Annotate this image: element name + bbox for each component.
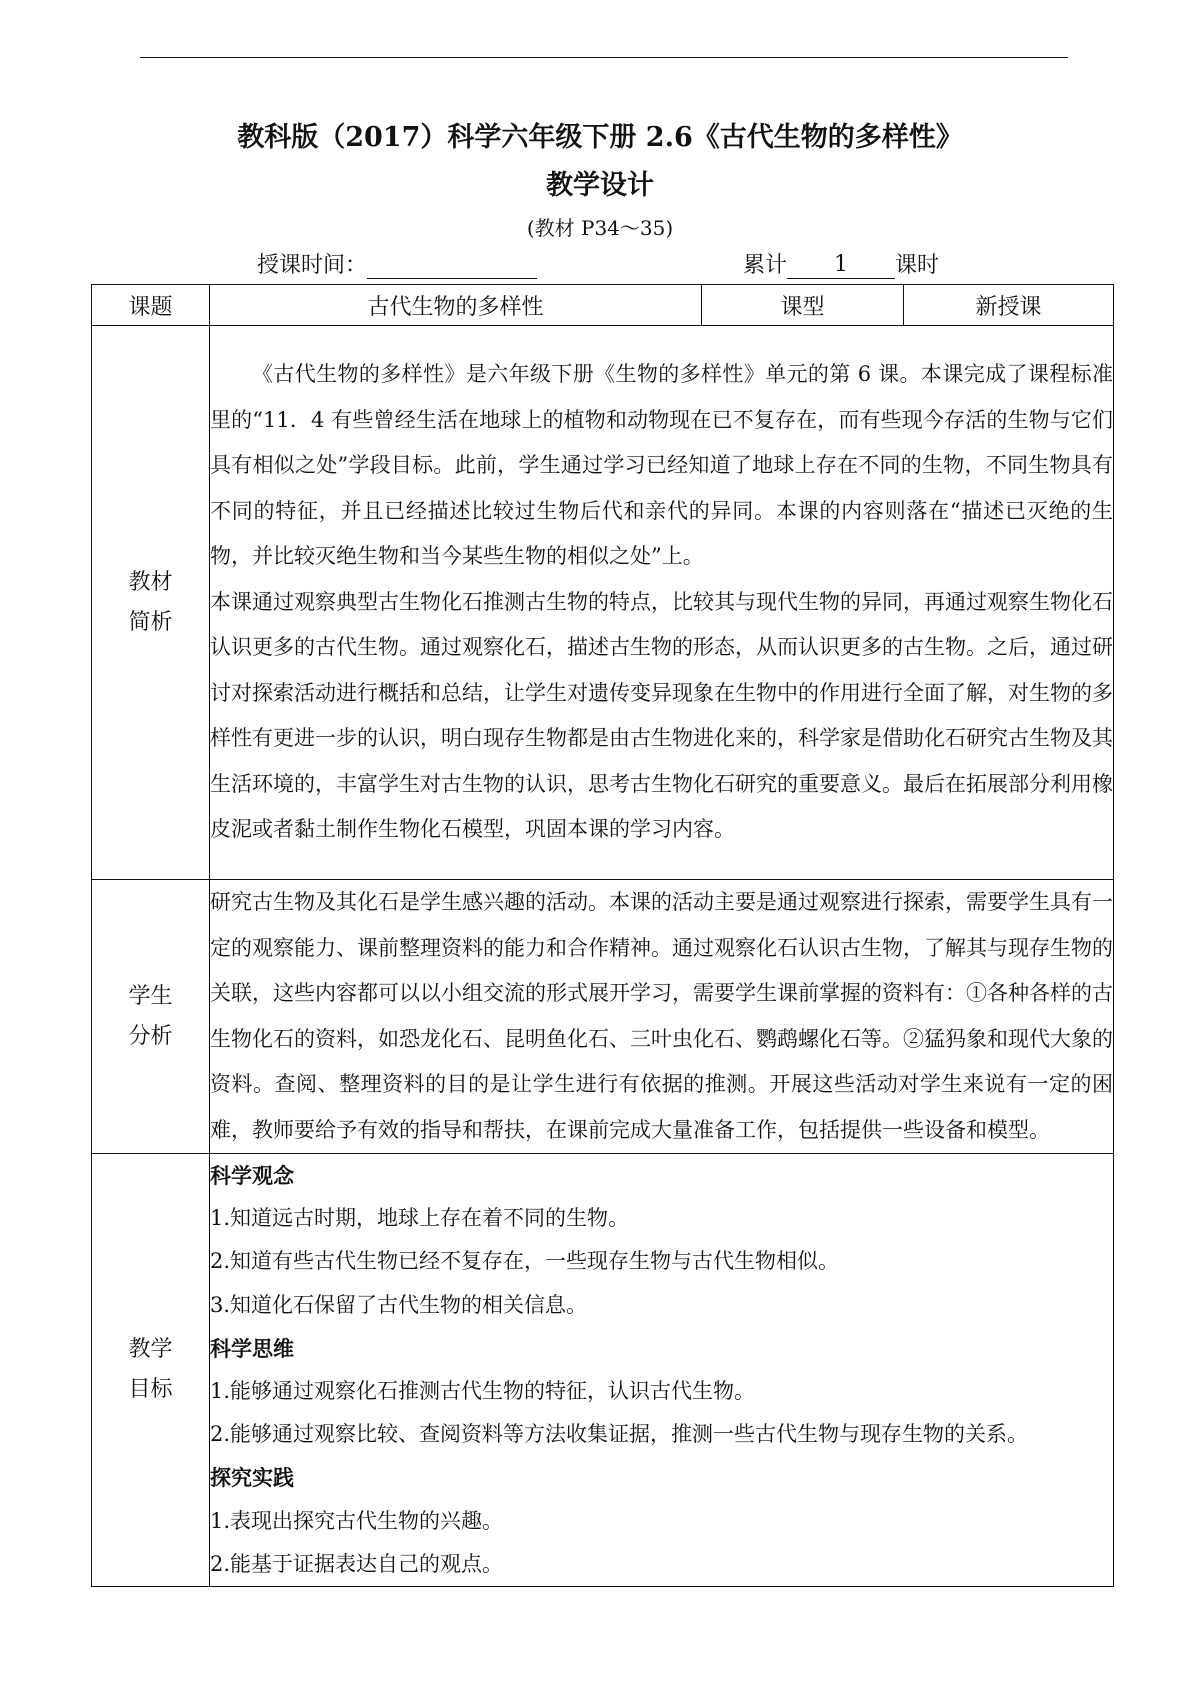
goal-item: 2.知道有些古代生物已经不复存在，一些现存生物与古代生物相似。: [210, 1249, 840, 1274]
student-analysis-content: [210, 880, 1114, 1154]
goal-heading-practice: 探究实践: [210, 1465, 294, 1491]
goal-item: 1.表现出探究古代生物的兴趣。: [210, 1508, 504, 1533]
class-time-label: 授课时间：: [257, 253, 368, 278]
goal-item: 3.知道化石保留了古代生物的相关信息。: [210, 1292, 588, 1317]
teaching-goals-content: [210, 1154, 1114, 1587]
document-title: 教科版（2017）科学六年级下册 2.6《古代生物的多样性》: [237, 122, 963, 153]
goal-heading-thinking: 科学思维: [210, 1335, 294, 1361]
textbook-analysis-paragraph-1: 《古代生物的多样性》是六年级下册《生物的多样性》单元的第 6 课。本课完成了课程标准里的“11．4 有些曾经生活在地球上的植物和动物现在已不复存在，而有些现今存活的生物与它们具有相似之处”学段目标。此前，学生通过学习已经知道了地球上存在不同的生物，不同生物具有不同的特征，并且已经描述比较过生物后代和亲代的异同。本课的内容则落在“描述已灭绝的生物，并比较灭绝生物和当今某些生物的相似之处”上。: [210, 362, 1113, 569]
teaching-goals-label: 教学 目标: [92, 1154, 210, 1587]
type-value: 新授课: [904, 285, 1114, 326]
teaching-goals-row: [92, 1154, 1114, 1587]
textbook-analysis-label: 教材 简析: [92, 326, 210, 880]
cumulative-line: [743, 248, 939, 279]
cumulative-label: 累计: [743, 253, 788, 278]
topic-row: [92, 285, 1114, 326]
class-time-blank: [367, 252, 537, 279]
class-time-line: [257, 248, 537, 279]
document-subtitle: 教学设计: [546, 170, 654, 201]
student-analysis-paragraph: 研究古生物及其化石是学生感兴趣的活动。本课的活动主要是通过观察进行探索，需要学生具有一定的观察能力、课前整理资料的能力和合作精神。通过观察化石认识古生物，了解其与现存生物的关联，这些内容都可以以小组交流的形式展开学习，需要学生课前掌握的资料有：①各种各样的古生物化石的资料，如恐龙化石、昆明鱼化石、三叶虫化石、鹦鹉螺化石等。②猛犸象和现代大象的资料。查阅、整理资料的目的是让学生进行有依据的推测。开展这些活动对学生来说有一定的困难，教师要给予有效的指导和帮扶，在课前完成大量准备工作，包括提供一些设备和模型。: [210, 890, 1113, 1142]
period-label: 课时: [895, 253, 940, 278]
goal-item: 1.知道远古时期，地球上存在着不同的生物。: [210, 1206, 630, 1231]
topic-label: 课题: [92, 285, 210, 326]
textbook-pages: (教材 P34～35): [526, 216, 674, 240]
textbook-analysis-row: [92, 326, 1114, 880]
lesson-plan-table: [91, 284, 1114, 1587]
textbook-analysis-content: [210, 326, 1114, 880]
cumulative-value: 1: [787, 252, 895, 279]
goal-item: 1.能够通过观察化石推测古代生物的特征，认识古代生物。: [210, 1379, 756, 1404]
topic-value: 古代生物的多样性: [210, 285, 702, 326]
type-label: 课型: [702, 285, 904, 326]
student-analysis-label: 学生 分析: [92, 880, 210, 1154]
goal-item: 2.能基于证据表达自己的观点。: [210, 1551, 504, 1576]
goal-heading-concepts: 科学观念: [210, 1163, 294, 1188]
textbook-analysis-paragraph-2: 本课通过观察典型古生物化石推测古生物的特点，比较其与现代生物的异同，再通过观察生物化石认识更多的古代生物。通过观察化石，描述古生物的形态，从而认识更多的古生物。之后，通过研讨对探索活动进行概括和总结，让学生对遗传变异现象在生物中的作用进行全面了解，对生物的多样性有更进一步的认识，明白现存生物都是由古生物进化来的，科学家是借助化石研究古生物及其生活环境的，丰富学生对古生物的认识，思考古生物化石研究的重要意义。最后在拓展部分利用橡皮泥或者黏土制作生物化石模型，巩固本课的学习内容。: [210, 589, 1113, 842]
student-analysis-row: [92, 880, 1114, 1154]
goal-item: 2.能够通过观察比较、查阅资料等方法收集证据，推测一些古代生物与现存生物的关系。: [210, 1422, 1029, 1447]
header-rule: [140, 57, 1068, 58]
